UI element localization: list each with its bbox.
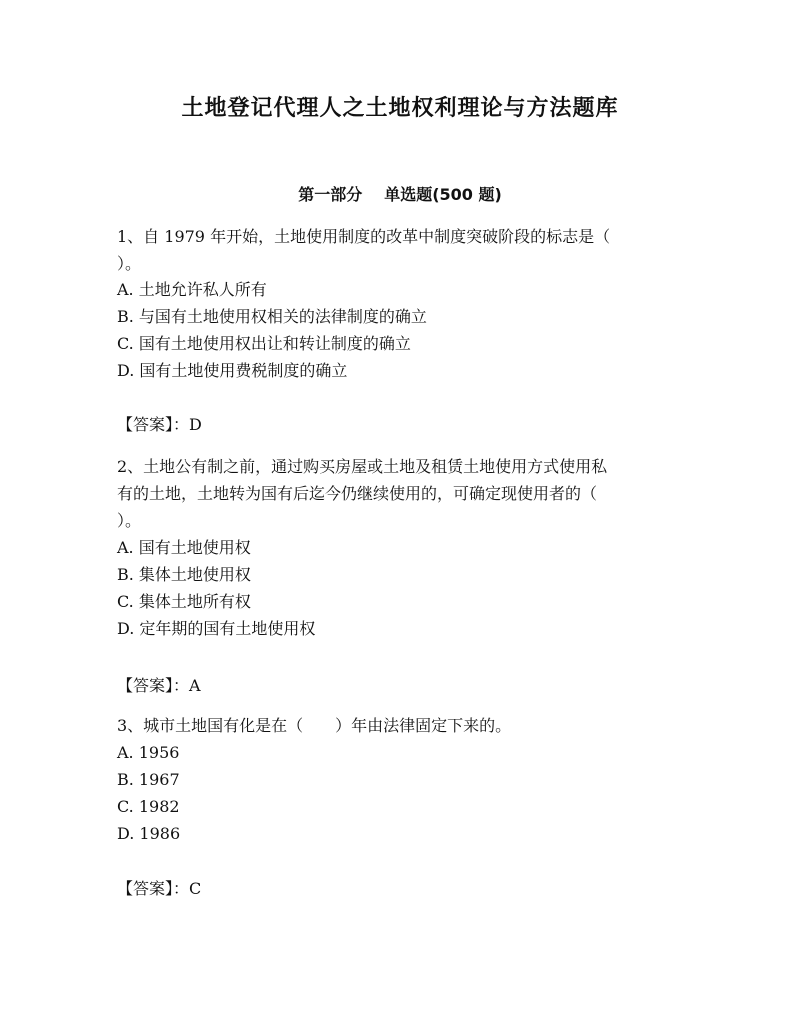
answer-label: 【答案】： xyxy=(117,879,190,898)
question-2-option-d: D. 定年期的国有土地使用权 xyxy=(117,619,316,638)
question-1-option-c: C. 国有土地使用权出让和转让制度的确立 xyxy=(117,334,411,353)
question-3-option-d: D. 1986 xyxy=(117,824,181,843)
question-3-option-c: C. 1982 xyxy=(117,797,180,816)
question-1-option-b: B. 与国有土地使用权相关的法律制度的确立 xyxy=(117,307,427,326)
question-2-stem-line-3: ）。 xyxy=(117,511,142,530)
section-heading xyxy=(0,182,800,208)
question-1-answer xyxy=(117,412,202,438)
question-3-answer xyxy=(117,876,201,902)
question-2-answer xyxy=(117,673,201,699)
question-1-stem-line-1: 1、自 1979 年开始，土地使用制度的改革中制度突破阶段的标志是（ xyxy=(117,227,611,246)
question-2-option-b: B. 集体土地使用权 xyxy=(117,565,251,584)
question-1-option-d: D. 国有土地使用费税制度的确立 xyxy=(117,361,348,380)
answer-value: C xyxy=(189,879,202,898)
question-2-option-a: A. 国有土地使用权 xyxy=(117,538,251,557)
document-title: 土地登记代理人之土地权利理论与方法题库 xyxy=(181,96,619,121)
question-2-option-c: C. 集体土地所有权 xyxy=(117,592,251,611)
question-3-stem-line-1: 3、城市土地国有化是在（ ）年由法律固定下来的。 xyxy=(117,716,512,735)
answer-label: 【答案】： xyxy=(117,415,190,434)
answer-value: A xyxy=(189,676,201,695)
question-2-stem-line-2: 有的土地，土地转为国有后迄今仍继续使用的，可确定现使用者的（ xyxy=(117,484,598,503)
question-1-stem-line-2: ）。 xyxy=(117,254,142,273)
question-3-option-b: B. 1967 xyxy=(117,770,180,789)
question-3-option-a: A. 1956 xyxy=(117,743,180,762)
section-part-label: 第一部分 xyxy=(298,185,363,204)
section-type-label: 单选题(500 题) xyxy=(384,185,502,204)
question-2-stem-line-1: 2、土地公有制之前，通过购买房屋或土地及租赁土地使用方式使用私 xyxy=(117,457,608,476)
answer-value: D xyxy=(189,415,202,434)
answer-label: 【答案】： xyxy=(117,676,190,695)
question-1-option-a: A. 土地允许私人所有 xyxy=(117,280,267,299)
